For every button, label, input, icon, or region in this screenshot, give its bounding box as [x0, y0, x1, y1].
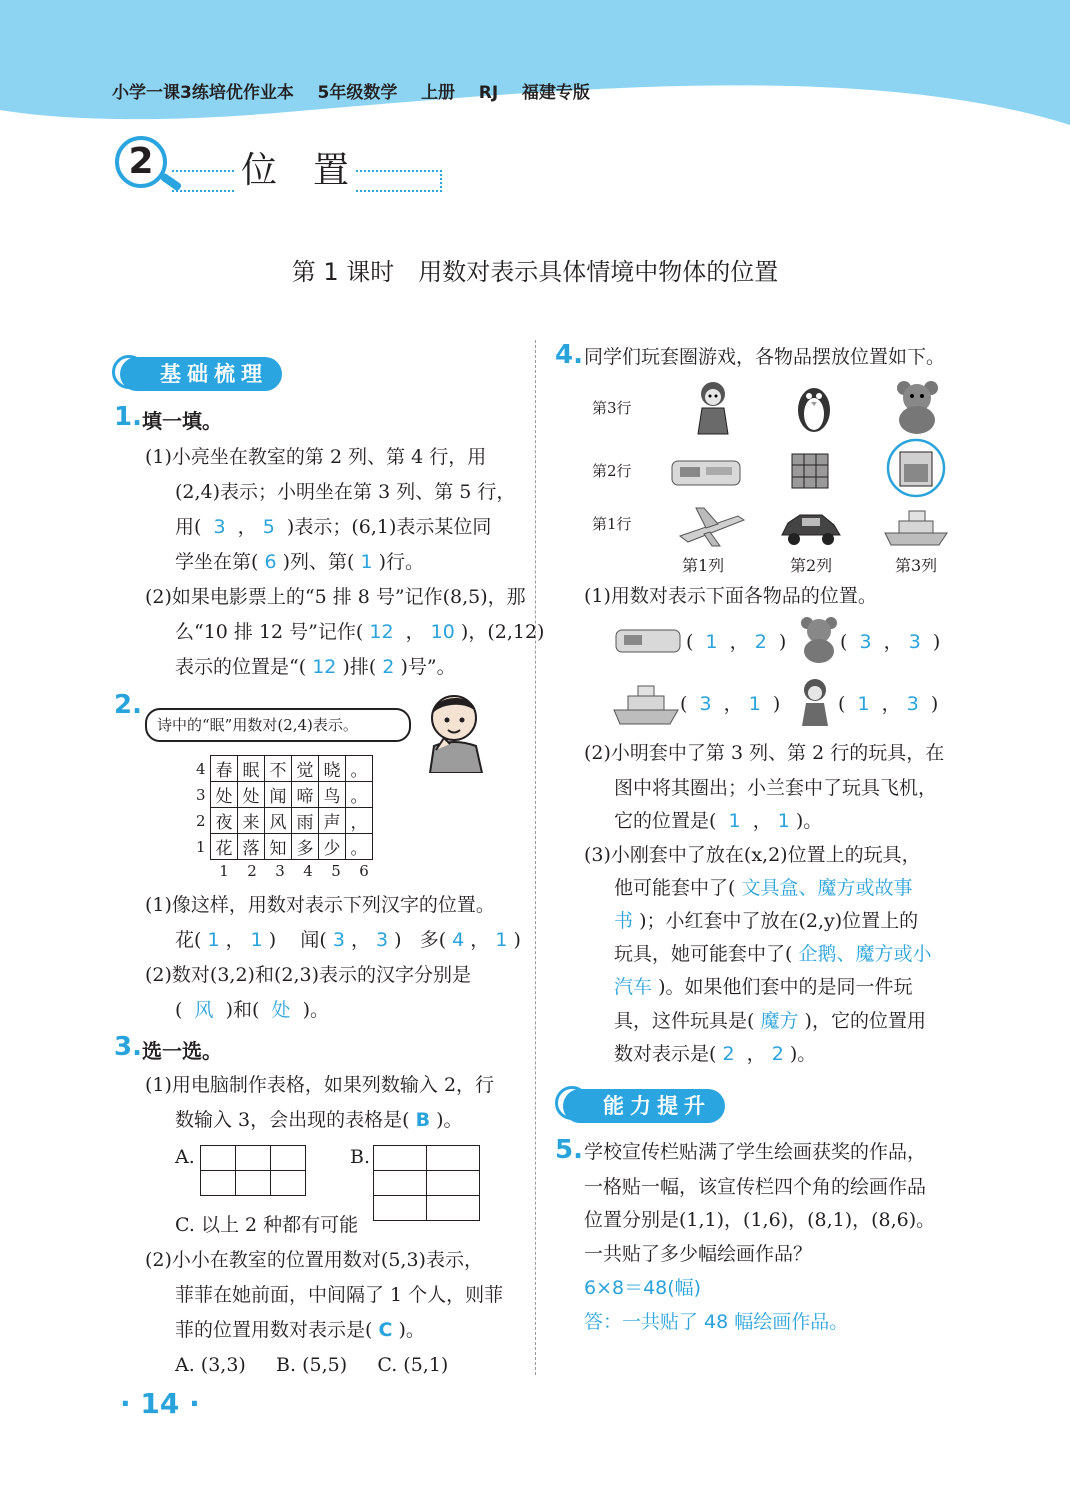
penguin-toy — [790, 378, 838, 434]
q2-p2-answers: ( 风 )和( 处 )。 — [175, 999, 330, 1021]
q4-p1: (1)用数对表示下面各物品的位置。 — [584, 585, 877, 607]
section-ability-badge: 能力提升 — [563, 1089, 725, 1123]
header-text — [112, 78, 590, 103]
q1-answer-seat2: 2 — [382, 656, 395, 678]
q1-p2-line1: (2)如果电影票上的“5 排 8 号”记作(8,5)，那 — [145, 586, 526, 608]
q3-table-b — [373, 1145, 480, 1221]
q3-p1-line1: (1)用电脑制作表格，如果列数输入 2，行 — [145, 1074, 495, 1096]
grid-cell: 眠 — [238, 756, 265, 782]
edition: RJ — [478, 83, 499, 103]
q4-p3-line4: 玩具，她可能套中了( 企鹅、魔方或小 — [614, 943, 932, 965]
q1-p1-line1: (1)小亮坐在教室的第 2 列、第 4 行，用 — [145, 446, 487, 468]
grid-cell: 处 — [211, 782, 238, 808]
grid-cell: 觉 — [292, 756, 319, 782]
bubble-text: 诗中的“眠”用数对(2,4)表示。 — [157, 716, 358, 734]
q3-p1-line2: 数输入 3，会出现的表格是( B )。 — [175, 1109, 463, 1131]
grid-row-1: 1 — [196, 838, 206, 856]
q5-line2: 一格贴一幅，该宣传栏四个角的绘画作品 — [584, 1176, 927, 1198]
q4-p2-line1: (2)小明套中了第 3 列、第 2 行的玩具，在 — [584, 742, 945, 764]
speech-bubble — [145, 708, 411, 742]
grid-cell: 啼 — [292, 782, 319, 808]
grid-cell: 鸟 — [319, 782, 346, 808]
teddy-bear-small-icon — [797, 614, 841, 664]
q3-p2-line1: (2)小小在教室的位置用数对(5,3)表示， — [145, 1249, 483, 1271]
grid-cell: 处 — [238, 782, 265, 808]
q4-p3-line7: 数对表示是( 2 ， 2 )。 — [614, 1043, 817, 1065]
toy-car — [778, 505, 844, 549]
q5-number: 5. — [555, 1135, 583, 1165]
doll-small-icon — [795, 676, 835, 728]
volume: 上册 — [421, 83, 456, 103]
q1-p1-line3: 用( 3 ， 5 )表示；(6,1)表示某位同 — [175, 516, 492, 538]
q3-table-a — [200, 1145, 306, 1196]
grid-row-4: 4 — [196, 760, 206, 778]
teddy-bear-toy — [890, 378, 945, 436]
q1-answer-12: 12 — [369, 621, 394, 643]
grid-cell: 闻 — [265, 782, 292, 808]
grid-cell: 。 — [346, 782, 373, 808]
q2-p1: (1)像这样，用数对表示下列汉字的位置。 — [145, 894, 495, 916]
q1-p2-line2: 么“10 排 12 号”记作( 12 ， 10 )，(2,12) — [175, 621, 545, 643]
grid-cell: 。 — [346, 834, 373, 860]
airplane-toy — [676, 502, 746, 550]
province: 福建专版 — [521, 83, 590, 103]
grid-cell: 落 — [238, 834, 265, 860]
q1-answer-col: 3 — [213, 516, 226, 538]
q2-number: 2. — [114, 690, 142, 720]
column-divider — [535, 340, 536, 1375]
grid-cell: 。 — [346, 756, 373, 782]
grid-col-labels: 1 2 3 4 5 6 — [219, 862, 369, 880]
q3-option-b-label: B. — [350, 1146, 371, 1168]
grid-cell: 来 — [238, 808, 265, 834]
q5-answer-text: 答：一共贴了 48 幅绘画作品。 — [584, 1311, 849, 1333]
q2-p1-answers: 花( 1 ， 1 ) 闻( 3 ， 3 ) 多( 4 ， 1 ) — [175, 929, 521, 951]
q4-p3-line3: 书 )；小红套中了放在(2,y)位置上的 — [614, 910, 919, 932]
q1-title: 填一填。 — [142, 409, 222, 433]
grid-cell: 不 — [265, 756, 292, 782]
q4-pair-boat: ( 3 ， 1 ) — [680, 693, 781, 715]
q4-p3-line2: 他可能套中了( 文具盒、魔方或故事 — [614, 877, 913, 899]
doll-toy — [688, 378, 738, 436]
q1-number: 1. — [114, 402, 142, 432]
q5-line1: 学校宣传栏贴满了学生绘画获奖的作品， — [584, 1141, 927, 1163]
q3-choices: A. (3,3) B. (5,5) C. (5,1) — [175, 1354, 449, 1376]
grid-row-2: 2 — [196, 812, 206, 830]
q1-answer-10: 10 — [430, 621, 455, 643]
q4-col-label-1: 第1列 — [682, 556, 725, 575]
q4-col-label-3: 第3列 — [895, 556, 938, 575]
q1-answer-1: 1 — [360, 551, 373, 573]
q4-pair-pencil-case: ( 1 ， 2 ) — [686, 631, 787, 653]
boy-illustration — [422, 688, 492, 773]
q4-p2-line2: 图中将其圈出；小兰套中了玩具飞机， — [614, 777, 938, 799]
q1-answer-row12: 12 — [312, 656, 337, 678]
q3-p2-line2: 菲菲在她前面，中间隔了 1 个人，则菲 — [175, 1284, 504, 1306]
grid-row-3: 3 — [196, 786, 206, 804]
book-name: 小学一课3练培优作业本 — [112, 83, 294, 103]
grid-cell: 多 — [292, 834, 319, 860]
grid-cell: 声 — [319, 808, 346, 834]
q4-number: 4. — [555, 340, 583, 370]
q1-p1-line2: (2,4)表示；小明坐在第 3 列、第 5 行， — [175, 481, 516, 503]
q4-row-label-2: 第2行 — [592, 462, 632, 480]
boat-small-icon — [612, 680, 680, 726]
q4-p3-line5: 汽车 )。如果他们套中的是同一件玩 — [614, 976, 913, 998]
q1-p2-line3: 表示的位置是“( 12 )排( 2 )号”。 — [175, 656, 456, 678]
q3-option-c: C. 以上 2 种都有可能 — [175, 1214, 359, 1236]
header-banner — [0, 0, 1070, 125]
boat-toy — [883, 503, 949, 547]
story-book-toy — [886, 438, 946, 498]
q3-number: 3. — [114, 1032, 142, 1062]
q4-stem: 同学们玩套圈游戏，各物品摆放位置如下。 — [584, 346, 946, 368]
q4-p3-line1: (3)小刚套中了放在(x,2)位置上的玩具， — [584, 844, 921, 866]
pencil-case-toy — [670, 455, 742, 489]
pencil-case-small-icon — [614, 625, 682, 657]
q3-option-a-label: A. — [175, 1146, 195, 1168]
grid-cell: 风 — [265, 808, 292, 834]
grid-cell: 知 — [265, 834, 292, 860]
grid-cell: 夜 — [211, 808, 238, 834]
grid-cell: 晓 — [319, 756, 346, 782]
poem-grid — [210, 755, 373, 860]
rubiks-cube-toy — [788, 450, 832, 492]
grid-cell: ， — [346, 808, 373, 834]
q5-answer-calc: 6×8＝48(幅) — [584, 1277, 702, 1299]
q1-answer-6: 6 — [264, 551, 277, 573]
q5-line3: 位置分别是(1,1)，(1,6)，(8,1)，(8,6)。 — [584, 1209, 936, 1231]
q4-pair-teddy-bear: ( 3 ， 3 ) — [840, 631, 941, 653]
q4-row-label-3: 第3行 — [592, 399, 632, 417]
q1-p1-line4: 学坐在第( 6 )列、第( 1 )行。 — [175, 551, 425, 573]
unit-title: 位 置 — [235, 142, 355, 193]
grade: 5年级数学 — [317, 83, 398, 103]
unit-number-circle — [115, 136, 167, 188]
q2-p2: (2)数对(3,2)和(2,3)表示的汉字分别是 — [145, 964, 471, 986]
grid-cell: 少 — [319, 834, 346, 860]
grid-cell: 花 — [211, 834, 238, 860]
section-basic-badge: 基础梳理 — [120, 357, 282, 391]
q5-line4: 一共贴了多少幅绘画作品？ — [584, 1243, 813, 1265]
grid-cell: 春 — [211, 756, 238, 782]
q4-p3-line6: 具，这件玩具是( 魔方 )，它的位置用 — [614, 1010, 926, 1032]
q4-col-label-2: 第2列 — [790, 556, 833, 575]
unit-number: 2 — [128, 141, 154, 182]
q3-p2-line3: 菲的位置用数对表示是( C )。 — [175, 1319, 425, 1341]
page-number: · 14 · — [120, 1387, 200, 1420]
q4-pair-doll: ( 1 ， 3 ) — [838, 693, 939, 715]
lesson-title: 第 1 课时 用数对表示具体情境中物体的位置 — [291, 258, 779, 286]
q4-p2-line3: 它的位置是( 1 ， 1 )。 — [614, 810, 823, 832]
q4-row-label-1: 第1行 — [592, 515, 632, 533]
q3-title: 选一选。 — [142, 1039, 222, 1063]
grid-cell: 雨 — [292, 808, 319, 834]
q1-answer-row: 5 — [262, 516, 275, 538]
